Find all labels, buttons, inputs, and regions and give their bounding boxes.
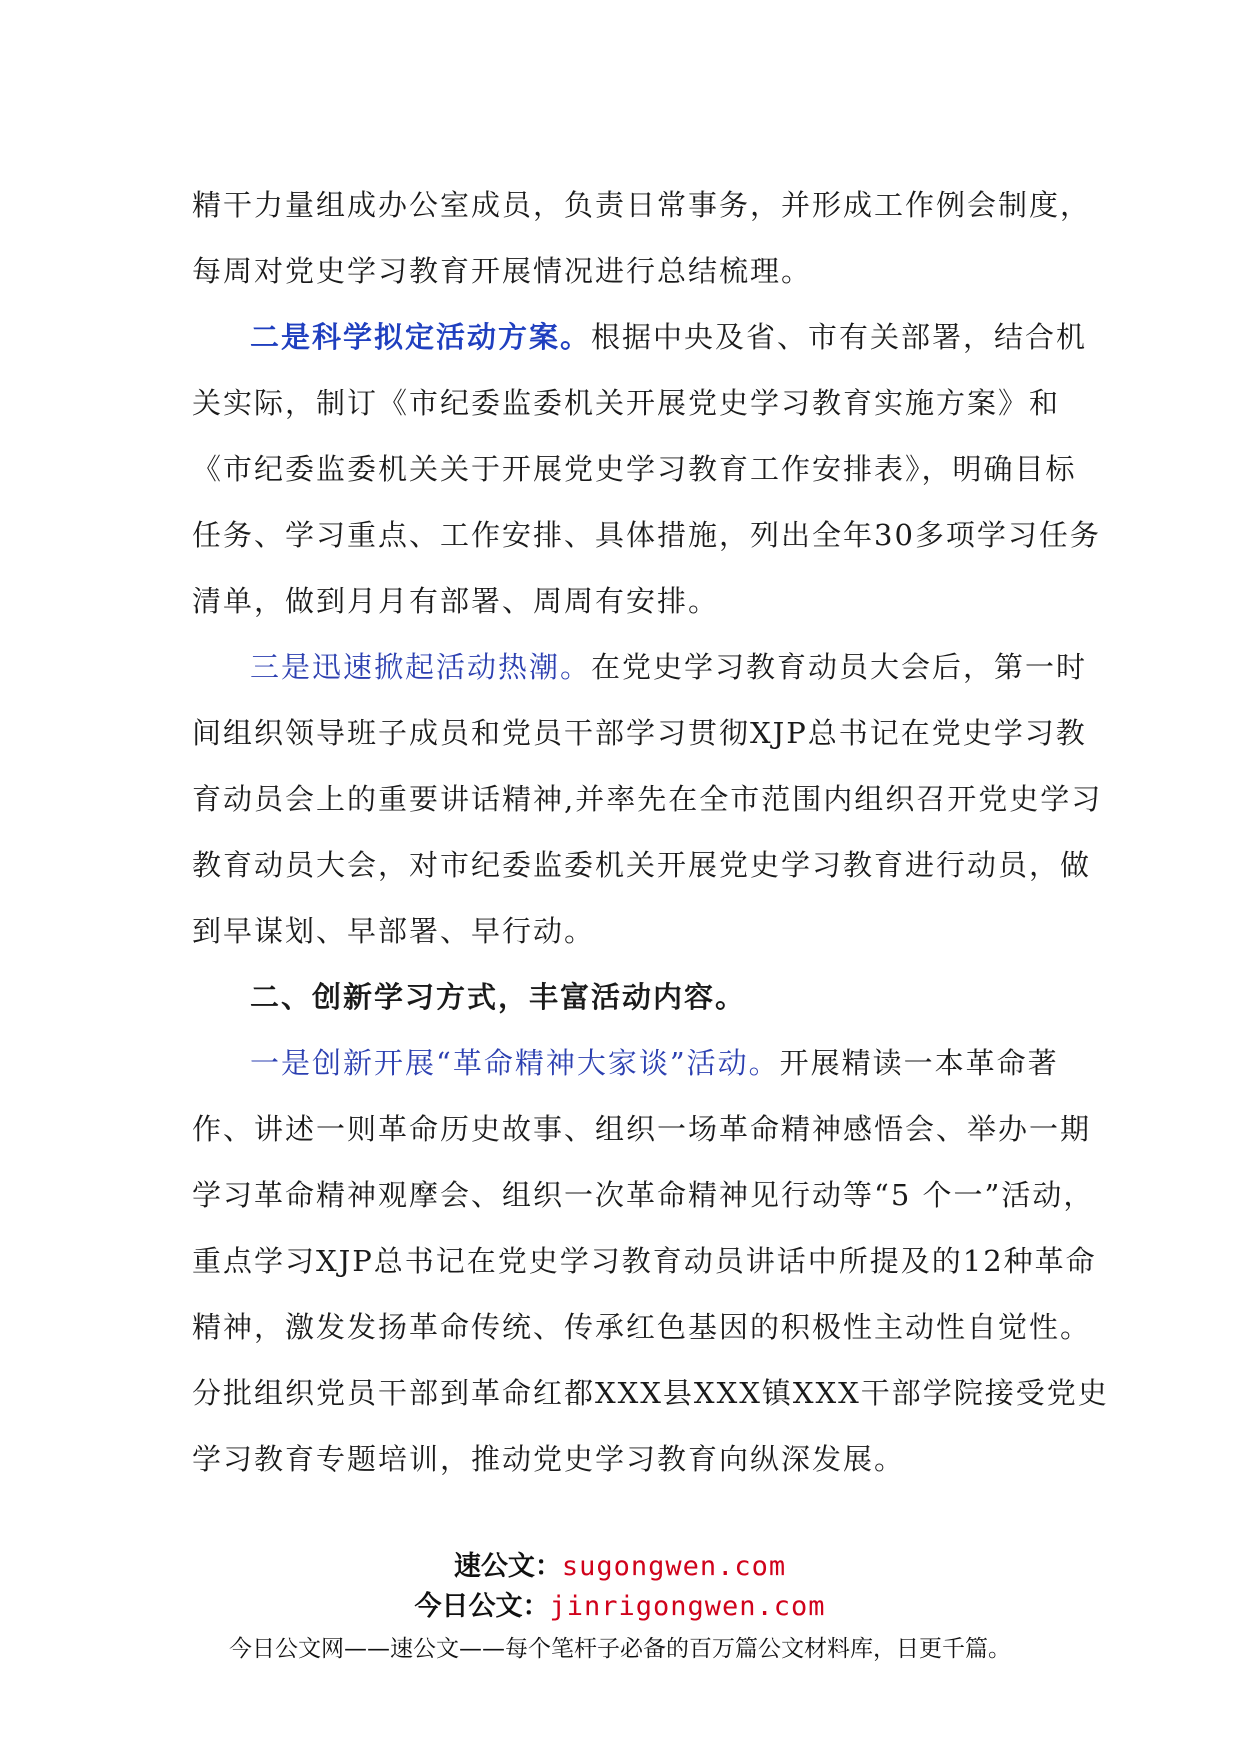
section-heading: 二、创新学习方式，丰富活动内容。 [250,980,747,1014]
paragraph-line: 间组织领导班子成员和党员干部学习贯彻XJP总书记在党史学习教 [192,716,1087,750]
footer-link-sugongwen[interactable]: sugongwen.com [561,1551,787,1582]
paragraph-line: 每周对党史学习教育开展情况进行总结梳理。 [192,254,813,288]
paragraph-line: 学习革命精神观摩会、组织一次革命精神见行动等“5 个一”活动， [192,1178,1095,1212]
paragraph-line: 重点学习XJP总书记在党史学习教育动员讲话中所提及的12种革命 [192,1244,1097,1278]
paragraph-lead: 三是迅速掀起活动热潮。 [250,650,592,684]
paragraph-first-line [192,304,1088,370]
paragraph-line: 《市纪委监委机关关于开展党史学习教育工作安排表》，明确目标 [192,452,1077,486]
paragraph-line: 精神，激发发扬革命传统、传承红色基因的积极性主动性自觉性。 [192,1310,1092,1344]
footer-sugongwen [0,1548,1240,1586]
paragraph-line: 分批组织党员干部到革命红都XXX县XXX镇XXX干部学院接受党史 [192,1376,1109,1410]
paragraph-line: 育动员会上的重要讲话精神,并率先在全市范围内组织召开党史学习 [192,782,1103,816]
paragraph-line: 学习教育专题培训，推动党史学习教育向纵深发展。 [192,1442,906,1476]
paragraph-lead-rest: 根据中央及省、市有关部署，结合机 [591,320,1088,354]
paragraph-line: 精干力量组成办公室成员，负责日常事务，并形成工作例会制度， [192,188,1092,222]
footer-tagline: 今日公文网——速公文——每个笔杆子必备的百万篇公文材料库，日更千篇。 [229,1636,1011,1662]
document-body [192,172,1109,1492]
paragraph-line: 任务、学习重点、工作安排、具体措施，列出全年30多项学习任务 [192,518,1101,552]
paragraph-first-line [192,1030,1058,1096]
paragraph-lead: 一是创新开展“革命精神大家谈”活动。 [250,1046,780,1080]
footer-jinrigongwen [0,1588,1240,1626]
footer-label: 今日公文： [414,1591,550,1622]
paragraph-line: 作、讲述一则革命历史故事、组织一场革命精神感悟会、举办一期 [192,1112,1092,1146]
footer-link-jinrigongwen[interactable]: jinrigongwen.com [549,1591,826,1622]
footer-label: 速公文： [453,1551,562,1582]
paragraph-lead-rest: 在党史学习教育动员大会后，第一时 [591,650,1088,684]
paragraph-lead-rest: 开展精读一本革命著 [779,1046,1059,1080]
paragraph-line: 关实际，制订《市纪委监委机关开展党史学习教育实施方案》和 [192,386,1061,420]
paragraph-lead: 二是科学拟定活动方案。 [250,320,592,354]
paragraph-line: 清单，做到月月有部署、周周有安排。 [192,584,720,618]
paragraph-first-line [192,634,1088,700]
paragraph-line: 教育动员大会，对市纪委监委机关开展党史学习教育进行动员，做 [192,848,1092,882]
paragraph-line: 到早谋划、早部署、早行动。 [192,914,596,948]
